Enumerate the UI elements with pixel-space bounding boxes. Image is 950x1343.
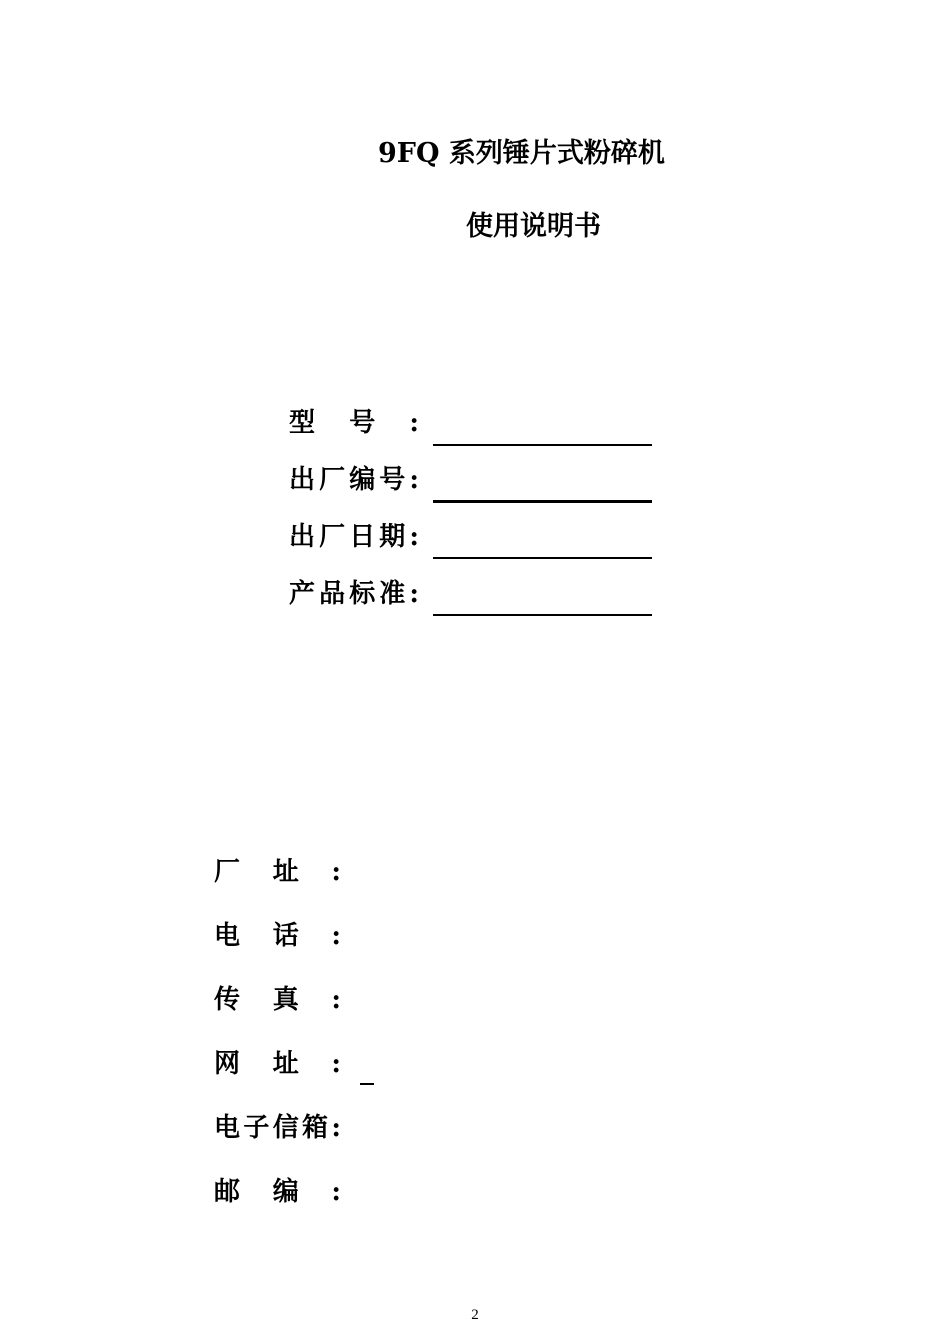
spec-blank-serial-number	[433, 500, 652, 503]
contact-label-fax: 传真:	[214, 985, 341, 1015]
website-underline	[360, 1083, 374, 1085]
page-number: 2	[471, 1307, 479, 1323]
contact-label-phone: 电话:	[214, 921, 341, 951]
spec-label-serial-number: 出厂编号:	[289, 465, 419, 495]
contact-label-address: 厂址:	[214, 857, 341, 887]
document-title: 9FQ 系列锤片式粉碎机	[378, 138, 665, 169]
spec-blank-manufacture-date	[433, 557, 652, 559]
document-subtitle: 使用说明书	[466, 211, 601, 242]
contact-label-postcode: 邮编:	[214, 1177, 341, 1207]
contact-label-website: 网址:	[214, 1049, 341, 1079]
spec-label-manufacture-date: 出厂日期:	[289, 522, 419, 552]
spec-blank-product-standard	[433, 614, 652, 616]
spec-blank-model	[433, 444, 652, 446]
spec-label-product-standard: 产品标准:	[289, 579, 419, 609]
contact-label-email: 电子信箱:	[214, 1113, 341, 1143]
spec-label-model: 型号:	[289, 408, 419, 438]
